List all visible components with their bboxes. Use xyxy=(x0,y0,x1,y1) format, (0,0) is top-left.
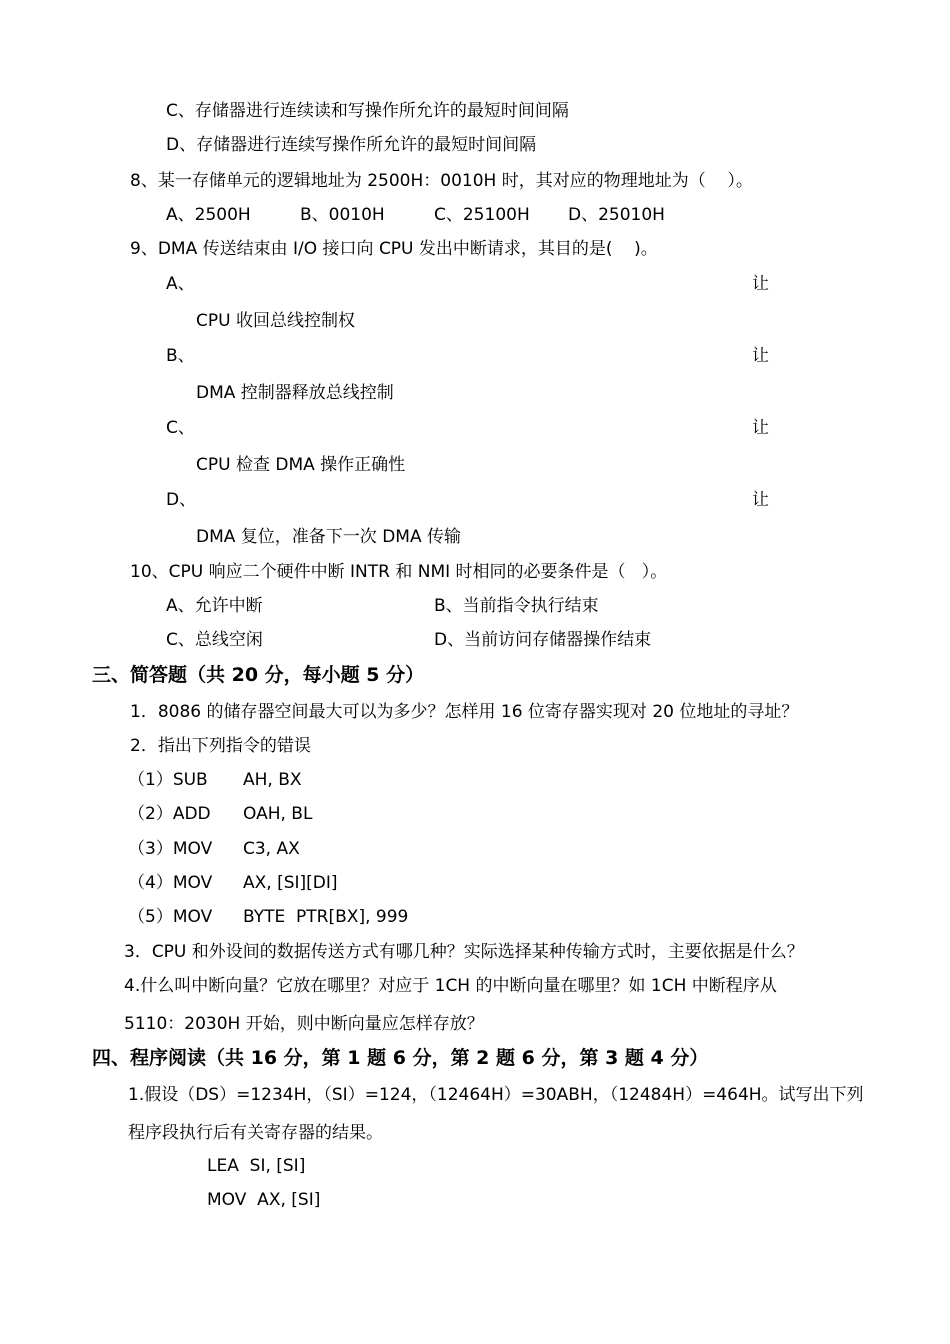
q10-option-d: D、当前访问存储器操作结束 xyxy=(434,630,652,650)
q9-option-c-right: 让 xyxy=(752,418,769,438)
section3-q3: 3．CPU 和外设间的数据传送方式有哪几种？实际选择某种传输方式时，主要依据是什么？ xyxy=(124,942,804,962)
q10-option-b: B、当前指令执行结束 xyxy=(434,596,599,616)
q9-option-b-right: 让 xyxy=(752,346,769,366)
q9-option-b-text: DMA 控制器释放总线控制 xyxy=(196,383,394,403)
q8-option-a: A、2500H xyxy=(166,205,251,225)
section3-q2: 2．指出下列指令的错误 xyxy=(130,736,311,756)
q9-option-d-text: DMA 复位，准备下一次 DMA 传输 xyxy=(196,527,461,547)
q8-stem: 8、某一存储单元的逻辑地址为 2500H：0010H 时，其对应的物理地址为（ ）。 xyxy=(130,171,753,191)
q9-option-c-text: CPU 检查 DMA 操作正确性 xyxy=(196,455,406,475)
q10-option-c: C、总线空闲 xyxy=(166,630,263,650)
section4-q1-line2: 程序段执行后有关寄存器的结果。 xyxy=(128,1123,383,1143)
q7-option-c: C、存储器进行连续读和写操作所允许的最短时间间隔 xyxy=(166,101,569,121)
q8-option-d: D、25010H xyxy=(568,205,665,225)
instruction-1-num: （1）SUB xyxy=(128,770,208,790)
instruction-2-operands: OAH, BL xyxy=(243,804,313,824)
instruction-3-operands: C3, AX xyxy=(243,839,300,859)
section3-q4-line1: 4.什么叫中断向量？它放在哪里？对应于 1CH 的中断向量在哪里？如 1CH 中断程序从 xyxy=(124,976,777,996)
q9-option-a-text: CPU 收回总线控制权 xyxy=(196,311,355,331)
section3-heading: 三、简答题（共 20 分，每小题 5 分） xyxy=(92,664,425,686)
q9-option-b-letter: B、 xyxy=(166,346,195,366)
instruction-2-num: （2）ADD xyxy=(128,804,211,824)
q7-option-d: D、存储器进行连续写操作所允许的最短时间间隔 xyxy=(166,135,537,155)
section4-q1-line1: 1.假设（DS）=1234H，（SI）=124，（12464H）=30ABH，（12484H）=464H。试写出下列 xyxy=(128,1085,864,1105)
instruction-4-operands: AX, [SI][DI] xyxy=(243,873,338,893)
q8-option-b: B、0010H xyxy=(300,205,385,225)
section3-q4-line2: 5110：2030H 开始，则中断向量应怎样存放？ xyxy=(124,1014,484,1034)
q9-option-a-letter: A、 xyxy=(166,274,195,294)
instruction-4-num: （4）MOV xyxy=(128,873,213,893)
q9-stem: 9、DMA 传送结束由 I/O 接口向 CPU 发出中断请求，其目的是( )。 xyxy=(130,239,658,259)
section4-heading: 四、程序阅读（共 16 分，第 1 题 6 分，第 2 题 6 分，第 3 题 4 分） xyxy=(92,1047,709,1069)
q8-option-c: C、25100H xyxy=(434,205,530,225)
q9-option-c-letter: C、 xyxy=(166,418,195,438)
section3-q1: 1．8086 的储存器空间最大可以为多少？怎样用 16 位寄存器实现对 20 位地址的寻址？ xyxy=(130,702,799,722)
q10-option-a: A、允许中断 xyxy=(166,596,263,616)
q9-option-a-right: 让 xyxy=(752,274,769,294)
code-line-2: MOV AX, [SI] xyxy=(207,1190,321,1210)
instruction-1-operands: AH, BX xyxy=(243,770,302,790)
instruction-5-operands: BYTE PTR[BX], 999 xyxy=(243,907,409,927)
q9-option-d-right: 让 xyxy=(752,490,769,510)
q10-stem: 10、CPU 响应二个硬件中断 INTR 和 NMI 时相同的必要条件是（ ）。 xyxy=(130,562,668,582)
code-line-1: LEA SI, [SI] xyxy=(207,1156,306,1176)
instruction-5-num: （5）MOV xyxy=(128,907,213,927)
q9-option-d-letter: D、 xyxy=(166,490,197,510)
instruction-3-num: （3）MOV xyxy=(128,839,213,859)
